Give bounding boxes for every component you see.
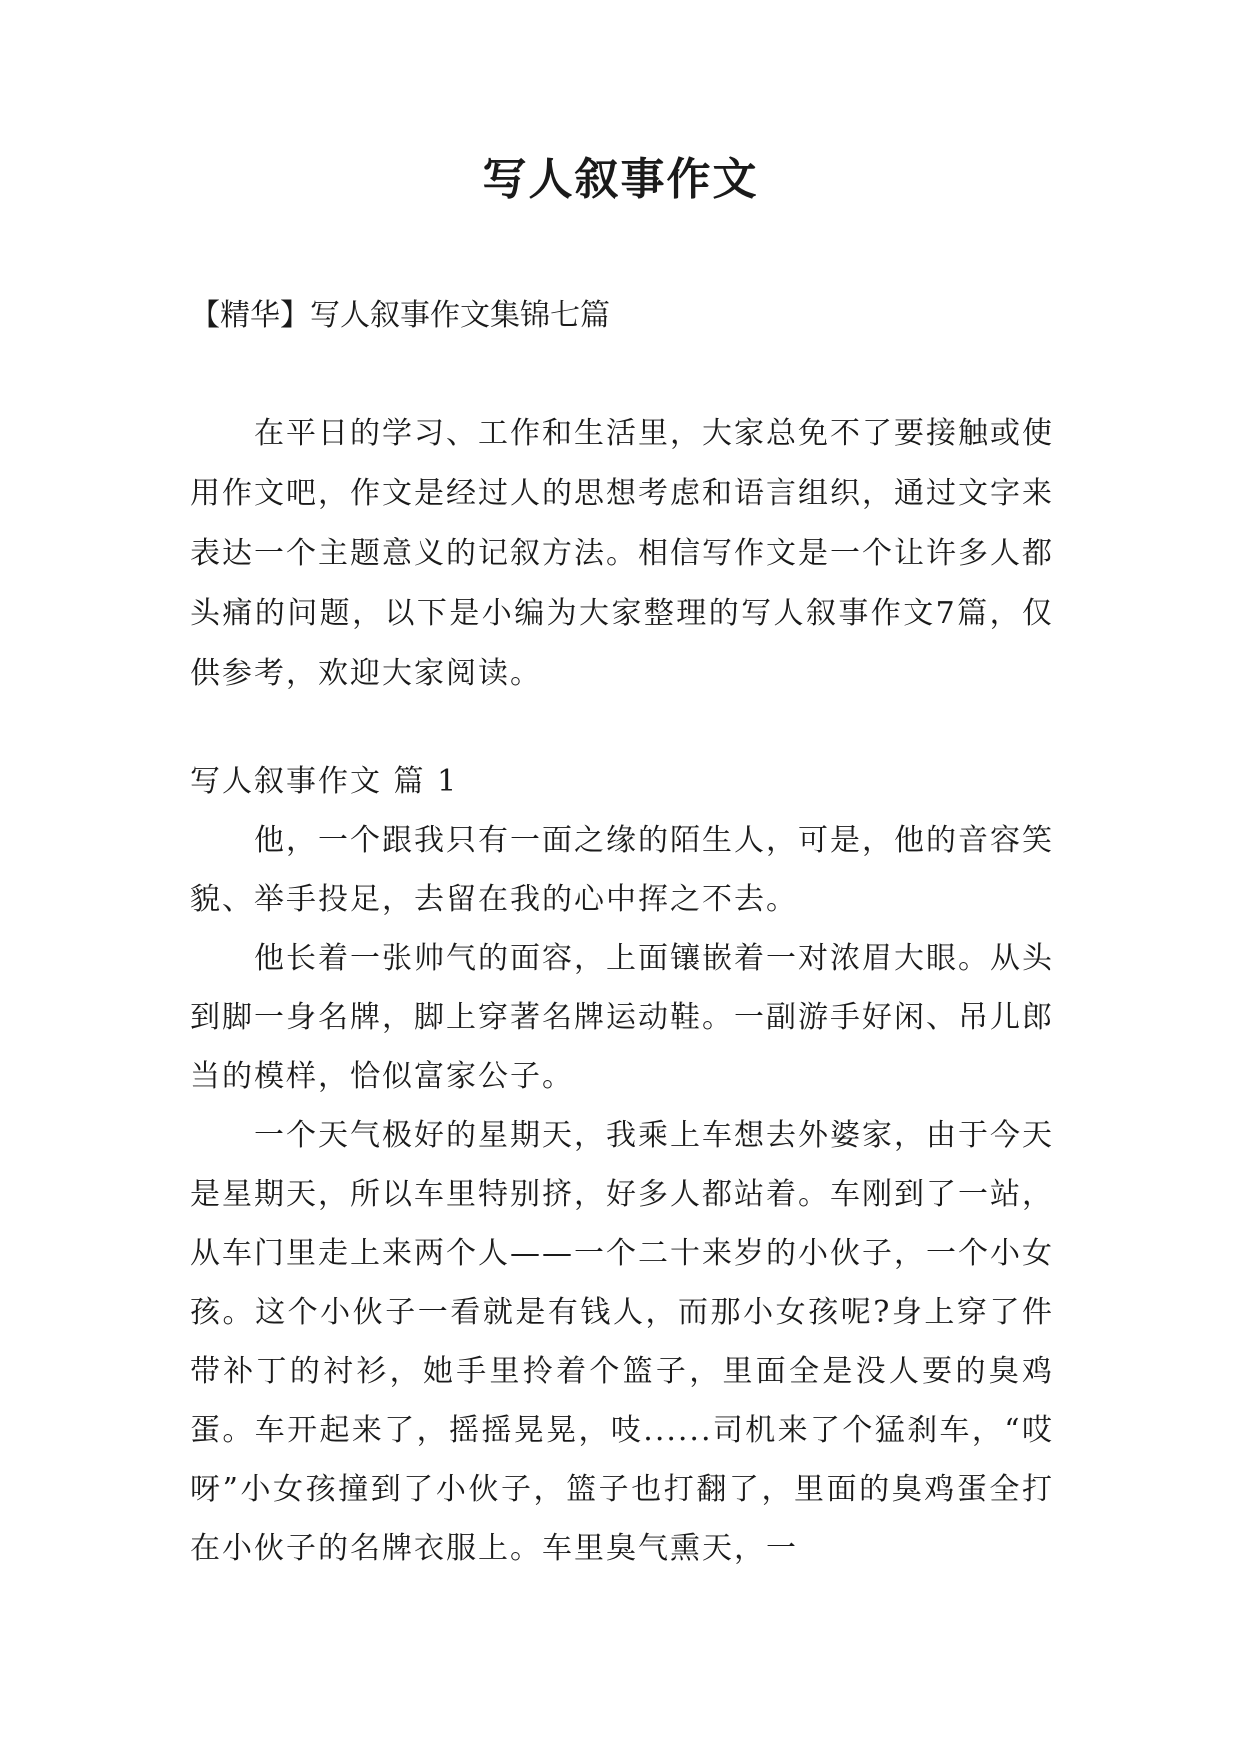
body-paragraph: 他长着一张帅气的面容，上面镶嵌着一对浓眉大眼。从头到脚一身名牌，脚上穿著名牌运动鞋。一副游手好闲、吊儿郎当的模样，恰似富家公子。	[190, 941, 1054, 1094]
body-paragraph: 一个天气极好的星期天，我乘上车想去外婆家，由于今天是星期天，所以车里特别挤，好多人都站着。车刚到了一站，从车门里走上来两个人——一个二十来岁的小伙子，一个小女孩。这个小伙子一看就是有钱人，而那小女孩呢?身上穿了件带补丁的衬衫，她手里拎着个篮子，里面全是没人要的臭鸡蛋。车开起来了，摇摇晃晃，吱......司机来了个猛刹车，“哎呀”小女孩撞到了小伙子，篮子也打翻了，里面的臭鸡蛋全打在小伙子的名牌衣服上。车里臭气熏天，一	[190, 1118, 1054, 1566]
document-title: 写人叙事作文	[482, 154, 759, 205]
intro-block	[190, 404, 1054, 704]
intro-paragraph: 在平日的学习、工作和生活里，大家总免不了要接触或使用作文吧，作文是经过人的思想考虑和语言组织，通过文字来表达一个主题意义的记叙方法。相信写作文是一个让许多人都头痛的问题，以下是小编为大家整理的写人叙事作文7篇，仅供参考，欢迎大家阅读。	[190, 416, 1054, 691]
article-section-1	[190, 752, 1054, 1578]
body-paragraph: 他，一个跟我只有一面之缘的陌生人，可是，他的音容笑貌、举手投足，去留在我的心中挥之不去。	[190, 823, 1054, 917]
document-subtitle: 【精华】写人叙事作文集锦七篇	[190, 298, 610, 333]
section-heading: 写人叙事作文 篇 1	[190, 764, 459, 799]
